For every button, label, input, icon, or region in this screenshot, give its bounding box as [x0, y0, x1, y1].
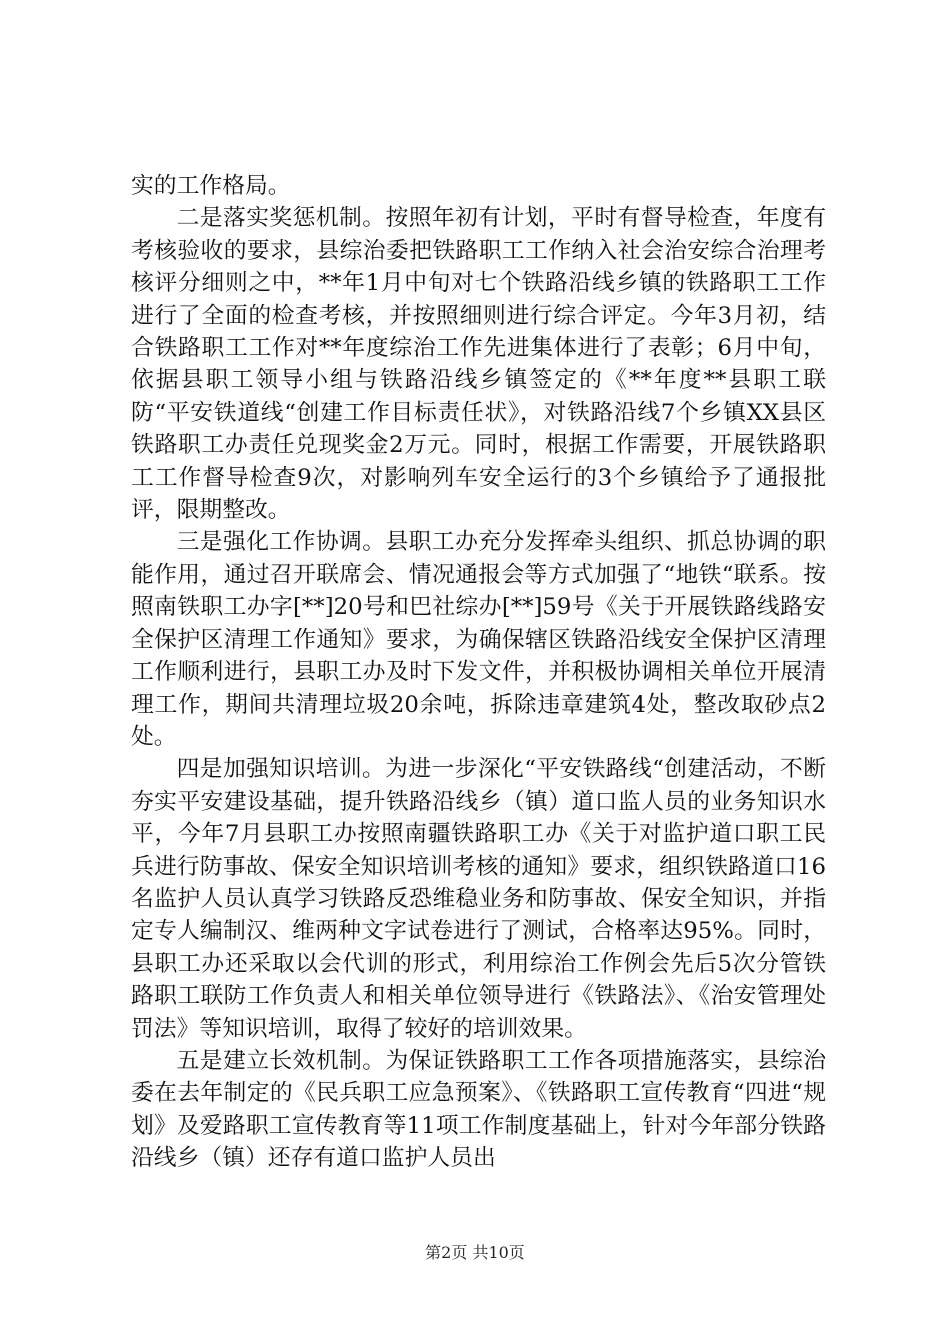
document-body — [131, 170, 826, 1175]
page-footer: 第2页 共10页 — [425, 1243, 525, 1262]
paragraph-long-term-mechanism: 五是建立长效机制。为保证铁路职工工作各项措施落实，县综治委在去年制定的《民兵职工应急预案》、《铁路职工宣传教育“四进“规划》及爱路职工宣传教育等11项工作制度基础上，针对今年部分铁路沿线乡（镇）还存有道口监护人员出 — [131, 1047, 826, 1172]
paragraph-training: 四是加强知识培训。为进一步深化“平安铁路线“创建活动，不断夯实平安建设基础，提升铁路沿线乡（镇）道口监人员的业务知识水平，今年7月县职工办按照南疆铁路职工办《关于对监护道口职工民兵进行防事故、保安全知识培训考核的通知》要求，组织铁路道口16名监护人员认真学习铁路反恐维稳业务和防事故、保安全知识，并指定专人编制汉、维两种文字试卷进行了测试，合格率达95%。同时，县职工办还采取以会代训的形式，利用综治工作例会先后5次分管铁路职工联防工作负责人和相关单位领导进行《铁路法》、《治安管理处罚法》等知识培训，取得了较好的培训效果。 — [131, 756, 826, 1042]
paragraph-coordination: 三是强化工作协调。县职工办充分发挥牵头组织、抓总协调的职能作用，通过召开联席会、情况通报会等方式加强了“地铁“联系。按照南铁职工办字[**]20号和巴社综办[**]59号《关于开展铁路线路安全保护区清理工作通知》要求，为确保辖区铁路沿线安全保护区清理工作顺利进行，县职工办及时下发文件，并积极协调相关单位开展清理工作，期间共清理垃圾20余吨，拆除违章建筑4处，整改取砂点2处。 — [131, 529, 826, 750]
paragraph-continuation: 实的工作格局。 — [131, 173, 291, 199]
paragraph-reward-mechanism: 二是落实奖惩机制。按照年初有计划，平时有督导检查，年度有考核验收的要求，县综治委把铁路职工工作纳入社会治安综合治理考核评分细则之中，**年1月中旬对七个铁路沿线乡镇的铁路职工工作进行了全面的检查考核，并按照细则进行综合评定。今年3月初，结合铁路职工工作对**年度综治工作先进集体进行了表彰；6月中旬，依据县职工领导小组与铁路沿线乡镇签定的《**年度**县职工联防“平安铁道线“创建工作目标责任状》，对铁路沿线7个乡镇XX县区铁路职工办责任兑现奖金2万元。同时，根据工作需要，开展铁路职工工作督导检查9次，对影响列车安全运行的3个乡镇给予了通报批评，限期整改。 — [131, 205, 826, 524]
